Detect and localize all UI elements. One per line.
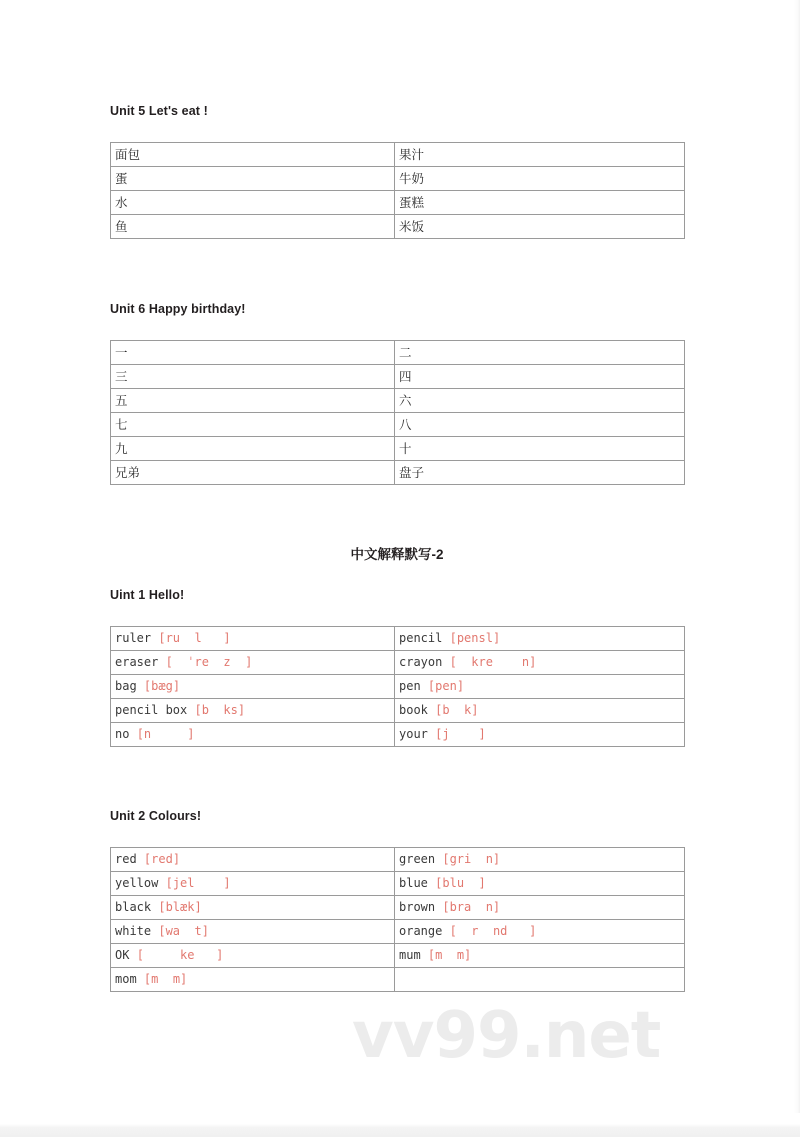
ipa: [n ] [136, 727, 195, 741]
ipa: [gri n] [442, 852, 501, 866]
vocab-table-unit5 [110, 142, 685, 239]
cell-right [395, 872, 685, 896]
ipa: [ru l ] [158, 631, 231, 645]
vocab-table-unit6 [110, 340, 685, 485]
word: white [115, 924, 152, 938]
cell-left: 五 [111, 389, 395, 413]
word: green [399, 852, 436, 866]
cell-right [395, 627, 685, 651]
cell-right: 果汁 [395, 143, 685, 167]
cell-left [111, 920, 395, 944]
vocab-table-unit2 [110, 847, 685, 992]
table-unit5 [110, 142, 685, 239]
table-row [111, 191, 685, 215]
cell-left: 一 [111, 341, 395, 365]
table-row [111, 872, 685, 896]
word: brown [399, 900, 436, 914]
cell-right [395, 920, 685, 944]
cell-left: 兄弟 [111, 461, 395, 485]
ipa: [pensl] [449, 631, 501, 645]
uint1-heading-text: Uint 1 Hello! [110, 588, 185, 602]
word: mom [115, 972, 137, 986]
word: pencil [399, 631, 443, 645]
word: eraser [115, 655, 159, 669]
table-unit2 [110, 847, 685, 992]
table-row [111, 389, 685, 413]
cell-left [111, 896, 395, 920]
ipa: [bæg] [143, 679, 181, 693]
unit5-heading-text: Unit 5 Let's eat ! [110, 104, 208, 118]
ipa: [b ks] [194, 703, 246, 717]
cell-left [111, 872, 395, 896]
cell-left [111, 651, 395, 675]
word: OK [115, 948, 130, 962]
cell-right [395, 675, 685, 699]
cell-right [395, 723, 685, 747]
word: bag [115, 679, 137, 693]
cell-right [395, 896, 685, 920]
document-center-heading [110, 547, 684, 563]
cell-left: 鱼 [111, 215, 395, 239]
word: blue [399, 876, 428, 890]
cell-left: 三 [111, 365, 395, 389]
cell-right: 六 [395, 389, 685, 413]
ipa: [wa t] [158, 924, 209, 938]
word: no [115, 727, 130, 741]
section-heading-unit5 [110, 104, 208, 119]
table-row [111, 341, 685, 365]
word: red [115, 852, 137, 866]
ipa: [j ] [435, 727, 486, 741]
table-row [111, 699, 685, 723]
cell-left [111, 944, 395, 968]
ipa: [ r nd ] [449, 924, 537, 938]
table-row [111, 143, 685, 167]
cell-left [111, 675, 395, 699]
cell-right [395, 699, 685, 723]
cell-right: 二 [395, 341, 685, 365]
table-row [111, 437, 685, 461]
table-row [111, 365, 685, 389]
table-row [111, 461, 685, 485]
table-row [111, 167, 685, 191]
cell-right [395, 944, 685, 968]
table-row [111, 675, 685, 699]
word: pen [399, 679, 421, 693]
table-row [111, 848, 685, 872]
table-row [111, 968, 685, 992]
cell-right [395, 651, 685, 675]
ipa: [ kre n] [449, 655, 537, 669]
cell-right: 米饭 [395, 215, 685, 239]
page-edge-right [794, 0, 800, 1137]
cell-right [395, 968, 685, 992]
section-heading-unit2 [110, 809, 201, 824]
ipa: [blu ] [435, 876, 486, 890]
table-unit6 [110, 340, 685, 485]
cell-right [395, 848, 685, 872]
word: book [399, 703, 428, 717]
table-row [111, 896, 685, 920]
ipa: [pen] [427, 679, 465, 693]
table-row [111, 627, 685, 651]
table-row [111, 651, 685, 675]
word: crayon [399, 655, 443, 669]
cell-left [111, 848, 395, 872]
cell-right: 牛奶 [395, 167, 685, 191]
ipa: [red] [143, 852, 181, 866]
table-row [111, 944, 685, 968]
document-heading-text: 中文解释默写-2 [350, 547, 444, 562]
word: your [399, 727, 428, 741]
ipa: [ ke ] [136, 948, 224, 962]
table-row [111, 413, 685, 437]
section-heading-uint1 [110, 588, 184, 603]
table-uint1 [110, 626, 685, 747]
ipa: [jel ] [165, 876, 231, 890]
cell-left [111, 723, 395, 747]
unit6-heading-text: Unit 6 Happy birthday! [110, 302, 246, 316]
word: yellow [115, 876, 159, 890]
ipa: [bra n] [442, 900, 501, 914]
cell-right: 盘子 [395, 461, 685, 485]
word: orange [399, 924, 443, 938]
site-watermark: vv99.net [352, 999, 661, 1073]
word: ruler [115, 631, 152, 645]
cell-left: 面包 [111, 143, 395, 167]
word: mum [399, 948, 421, 962]
cell-right: 十 [395, 437, 685, 461]
word: black [115, 900, 152, 914]
unit2-heading-text: Unit 2 Colours! [110, 809, 202, 823]
cell-left: 蛋 [111, 167, 395, 191]
cell-left [111, 627, 395, 651]
ipa: [b k] [435, 703, 479, 717]
cell-right: 四 [395, 365, 685, 389]
vocab-table-uint1 [110, 626, 685, 747]
table-row [111, 215, 685, 239]
table-row [111, 723, 685, 747]
cell-left: 水 [111, 191, 395, 215]
cell-right: 八 [395, 413, 685, 437]
section-heading-unit6 [110, 302, 246, 317]
cell-left [111, 968, 395, 992]
page-edge-bottom [0, 1113, 800, 1137]
ipa: [ ˈre z ] [165, 655, 253, 669]
ipa: [blæk] [158, 900, 202, 914]
table-row [111, 920, 685, 944]
cell-left [111, 699, 395, 723]
ipa: [m m] [143, 972, 188, 986]
word: pencil box [115, 703, 188, 717]
cell-left: 七 [111, 413, 395, 437]
ipa: [m m] [427, 948, 472, 962]
cell-right: 蛋糕 [395, 191, 685, 215]
cell-left: 九 [111, 437, 395, 461]
